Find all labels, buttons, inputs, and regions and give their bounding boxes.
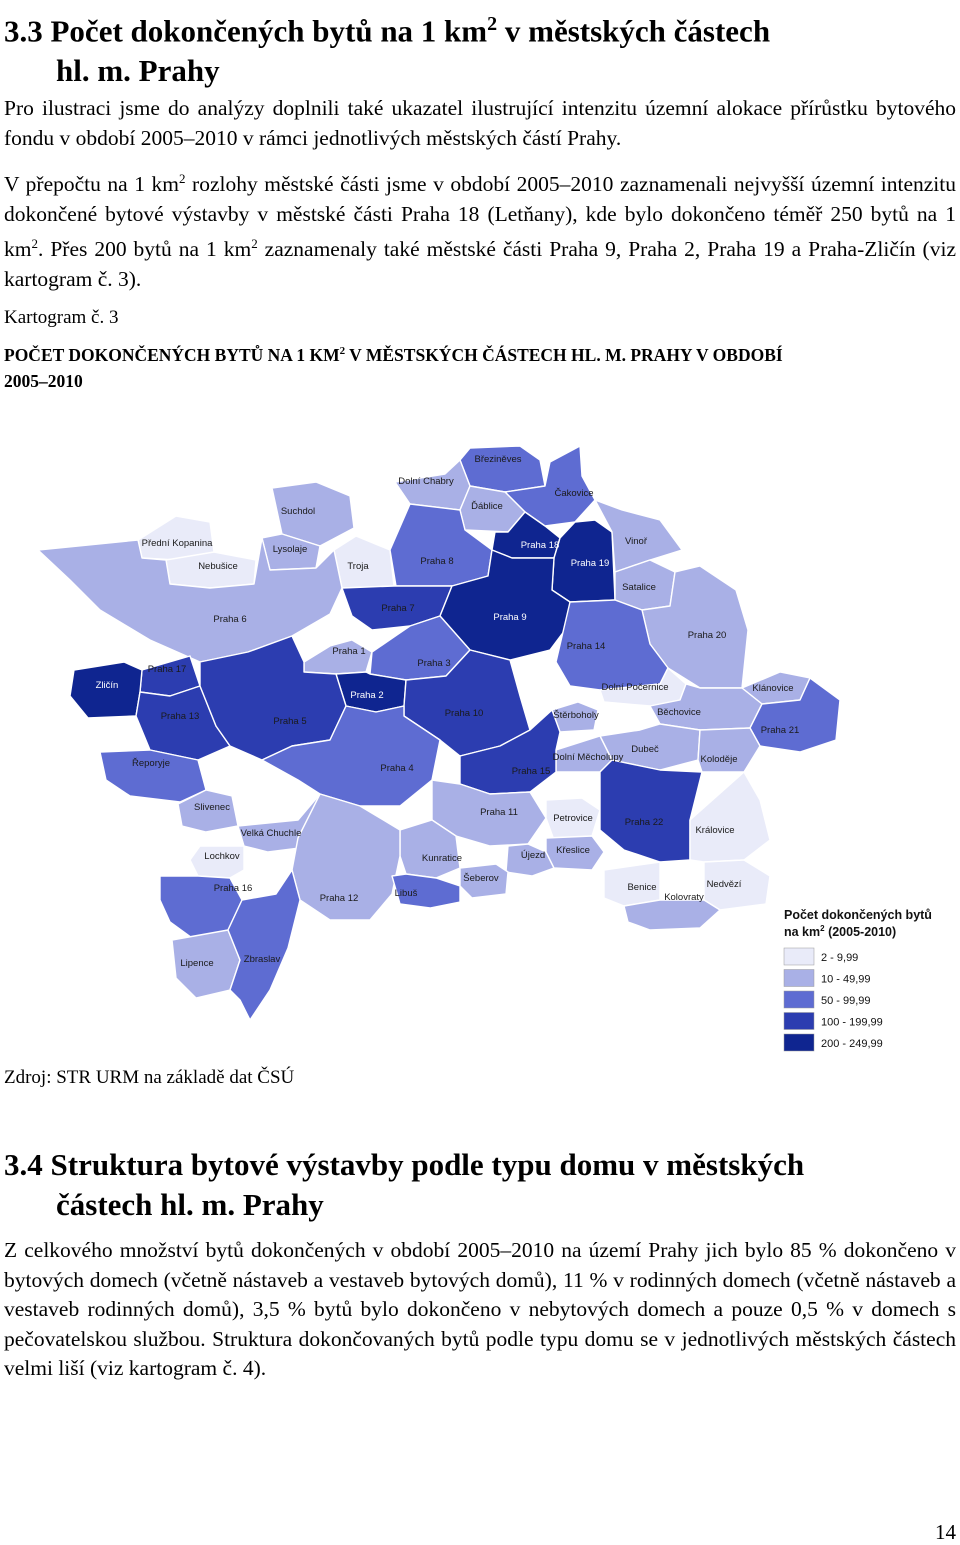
district-label-praha-15: Praha 15 xyxy=(511,766,551,777)
district-label-reporyje: Řeporyje xyxy=(131,758,171,769)
district-label-dolni-chabry: Dolní Chabry xyxy=(398,476,454,487)
district-label-praha-12: Praha 12 xyxy=(319,893,359,904)
district-label-nedvezi: Nedvězí xyxy=(706,879,742,890)
district-label-dolni-pocernice: Dolní Počernice xyxy=(601,682,669,693)
district-label-dolni-mecholupy: Dolní Měcholupy xyxy=(552,752,624,763)
district-label-praha-1: Praha 1 xyxy=(332,646,366,657)
district-label-ujezd: Újezd xyxy=(520,850,546,861)
district-label-dablice: Ďáblice xyxy=(471,501,503,512)
district-label-kolodeje: Koloděje xyxy=(700,754,738,765)
district-label-praha-7: Praha 7 xyxy=(381,603,415,614)
district-label-zlicin: Zličín xyxy=(95,680,119,691)
section-heading-3-3: 3.3 Počet dokončených bytů na 1 $km^2$ v městských částech hl. m. Prahy xyxy=(4,4,770,91)
legend-title: Počet dokončených bytů xyxy=(784,908,932,922)
district-label-praha-18: Praha 18 xyxy=(520,540,560,551)
district-label-kralovice: Královice xyxy=(695,825,735,836)
district-label-kreslice: Křeslice xyxy=(556,845,590,856)
district-label-praha-20: Praha 20 xyxy=(687,630,727,641)
district-kolodeje xyxy=(698,728,760,772)
district-label-praha-14: Praha 14 xyxy=(566,641,606,652)
district-label-petrovice: Petrovice xyxy=(553,813,593,824)
district-label-velka-chuchle: Velká Chuchle xyxy=(240,828,302,839)
structure-paragraph: Z celkového množství bytů dokončených v období 2005–2010 na území Prahy jich bylo 85 % dokončeno v bytových domech (včetně nástaveb a vestaveb bytových domů), 11 % v rodinných domech (včetně nástaveb a vestaveb rodinných domů), 3,5 % bytů bylo dokončeno v nebytových domech a pouze 0,5 % v domech s pečovatelskou službou. Struktura dokončovaných bytů podle typu domu se v jednotlivých městských částech velmi liší (viz kartogram č. 4). xyxy=(4,1238,956,1380)
district-label-libus: Libuš xyxy=(394,888,418,899)
legend-title-unit: na $km^2$ (2005-2010) xyxy=(784,924,897,939)
source-note: Zdroj: STR URM na základě dat ČSÚ xyxy=(4,1067,295,1088)
district-label-dubec: Dubeč xyxy=(631,744,659,755)
heading-text: 3.3 Počet dokončených bytů na 1 km xyxy=(4,13,488,49)
district-label-praha-17: Praha 17 xyxy=(147,664,187,675)
legend-label-3: 50 - 99,99 xyxy=(821,995,871,1007)
intro-paragraph: Pro ilustraci jsme do analýzy doplnili také ukazatel ilustrující intenzitu územní alokace přírůstku bytového fondu v období 2005–2010 v rámci jednotlivých městských částí Prahy. xyxy=(4,96,956,150)
map-title: POČET DOKONČENÝCH BYTŮ NA 1 $KM^2$ V MĚSTSKÝCH ČÁSTECH HL. M. PRAHY V OBDOBÍ 2005–2010 xyxy=(4,344,783,391)
district-label-cakovice: Čakovice xyxy=(554,488,594,499)
district-label-brezineves: Březiněves xyxy=(474,454,522,465)
district-label-praha-16: Praha 16 xyxy=(213,883,253,894)
district-kolovraty xyxy=(624,900,720,930)
district-label-vinor: Vinoř xyxy=(624,536,648,547)
district-brezineves xyxy=(460,446,545,492)
district-label-sterboholy: Štěrboholy xyxy=(553,710,599,721)
district-label-satalice: Satalice xyxy=(622,582,656,593)
legend-label-2: 10 - 49,99 xyxy=(821,973,871,986)
district-label-klanovice: Klánovice xyxy=(752,683,794,694)
district-label-lipence: Lipence xyxy=(180,958,214,969)
district-label-praha-3: Praha 3 xyxy=(417,658,451,669)
district-label-praha-2: Praha 2 xyxy=(350,690,384,701)
district-label-praha-8: Praha 8 xyxy=(420,556,454,567)
district-label-suchdol: Suchdol xyxy=(280,506,316,517)
district-praha-22 xyxy=(600,760,702,862)
district-label-praha-13: Praha 13 xyxy=(160,711,200,722)
district-label-slivenec: Slivenec xyxy=(194,802,230,813)
district-label-praha-21: Praha 21 xyxy=(760,725,800,736)
district-label-lysolaje: Lysolaje xyxy=(272,544,308,555)
district-label-praha-4: Praha 4 xyxy=(380,763,414,774)
district-label-praha-6: Praha 6 xyxy=(213,614,247,625)
district-label-bechovice: Běchovice xyxy=(657,707,701,718)
legend-label-4: 100 - 199,99 xyxy=(821,1016,883,1029)
legend-swatch-3 xyxy=(784,991,814,1008)
district-label-benice: Benice xyxy=(627,882,657,893)
district-label-praha-5: Praha 5 xyxy=(273,716,307,727)
district-label-praha-11: Praha 11 xyxy=(480,807,518,818)
map-caption: Kartogram č. 3 xyxy=(4,307,119,328)
district-label-troja: Troja xyxy=(347,561,369,572)
district-label-kunratice: Kunratice xyxy=(421,853,463,864)
legend-label-5: 200 - 249,99 xyxy=(821,1038,883,1050)
legend-swatch-4 xyxy=(784,1013,814,1030)
choropleth-map xyxy=(0,400,960,1060)
district-label-seberov: Šeberov xyxy=(463,873,499,884)
legend-swatch-1 xyxy=(784,948,814,965)
district-label-zbraslav: Zbraslav xyxy=(243,954,281,965)
heading-continuation: hl. m. Prahy xyxy=(56,53,220,89)
district-label-praha-22: Praha 22 xyxy=(624,817,664,828)
district-label-kolovraty: Kolovraty xyxy=(664,892,704,903)
district-label-praha-9: Praha 9 xyxy=(493,612,527,623)
page-number: 14 xyxy=(935,1520,956,1544)
section-heading-3-4: 3.4 Struktura bytové výstavby podle typu domu v městských částech hl. m. Prahy xyxy=(4,1147,805,1222)
map-legend xyxy=(784,908,932,1051)
district-label-lochkov: Lochkov xyxy=(204,851,240,862)
legend-label-1: 2 - 9,99 xyxy=(821,952,859,964)
district-label-praha-10: Praha 10 xyxy=(444,708,484,719)
legend-swatch-5 xyxy=(784,1034,814,1051)
district-kralovice xyxy=(690,772,770,862)
district-label-nebusice: Nebušice xyxy=(198,561,238,572)
analysis-paragraph: V přepočtu na 1 $km^2$ rozlohy městské části jsme v období 2005–2010 zaznamenali nejvyšší územní intenzitu dokončené bytové výstavby v městské části Praha 18 (Letňany), kde bylo dokončeno téměř 250 bytů na 1 $km^2$. Přes 200 bytů na 1 $km^2$ zaznamenaly také městské části Praha 9, Praha 2, Praha 19 a Praha-Zličín (viz kartogram č. 3). xyxy=(4,171,956,291)
legend-swatch-2 xyxy=(784,970,814,987)
district-label-praha-19: Praha 19 xyxy=(570,558,610,569)
district-label-predni-kopanina: Přední Kopanina xyxy=(141,538,213,549)
